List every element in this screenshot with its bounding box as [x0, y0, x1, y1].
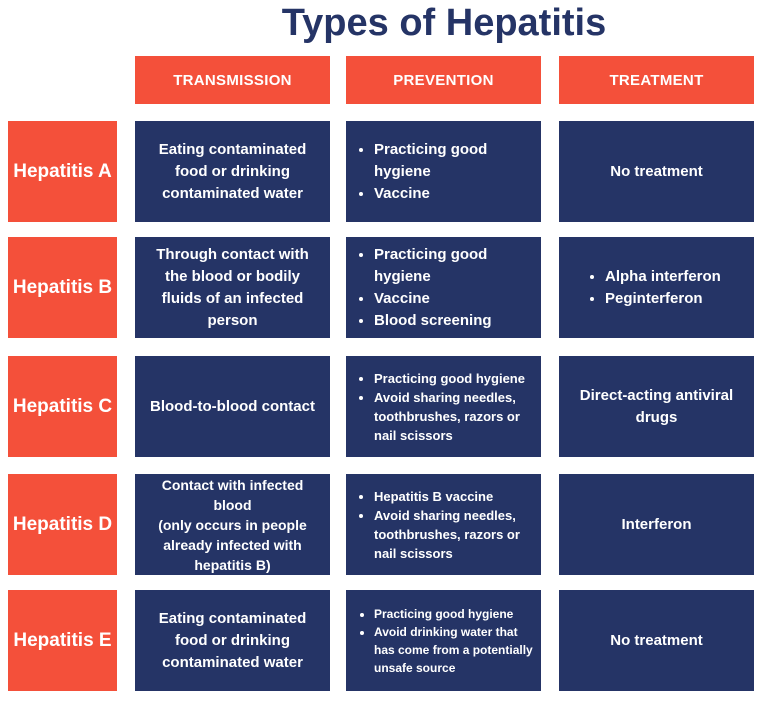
row-label-hepatitis-d: Hepatitis D: [8, 474, 117, 575]
prevention-cell-a: [346, 121, 541, 222]
list-item: • Blood screening: [374, 310, 533, 332]
transmission-text-d-note: (only occurs in people already infected with hepatitis B): [158, 516, 307, 573]
treatment-list-b: [567, 266, 746, 310]
transmission-cell-a: Eating contaminated food or drinking contaminated water: [135, 121, 330, 222]
list-item: • Practicing good hygiene: [374, 139, 533, 183]
prevention-list-a: [354, 139, 533, 205]
prevention-cell-c: [346, 356, 541, 457]
prevention-list-b: [354, 244, 533, 332]
list-item: • Vaccine: [374, 183, 533, 205]
list-item: • Avoid sharing needles, toothbrushes, razors or nail scissors: [374, 388, 533, 445]
row-label-hepatitis-e: Hepatitis E: [8, 590, 117, 691]
row-label-hepatitis-c: Hepatitis C: [8, 356, 117, 457]
treatment-cell-e: No treatment: [559, 590, 754, 691]
treatment-cell-d: Interferon: [559, 474, 754, 575]
treatment-cell-b: [559, 237, 754, 338]
row-label-hepatitis-b: Hepatitis B: [8, 237, 117, 338]
list-item: • Practicing good hygiene: [374, 244, 533, 288]
header-treatment: TREATMENT: [559, 56, 754, 104]
prevention-cell-b: [346, 237, 541, 338]
prevention-list-e: [354, 605, 533, 677]
row-label-hepatitis-a: Hepatitis A: [8, 121, 117, 222]
list-item: • Practicing good hygiene: [374, 605, 533, 623]
transmission-cell-e: Eating contaminated food or drinking contaminated water: [135, 590, 330, 691]
prevention-list-d: [354, 487, 533, 563]
prevention-cell-d: [346, 474, 541, 575]
transmission-cell-c: Blood-to-blood contact: [135, 356, 330, 457]
transmission-cell-b: Through contact with the blood or bodily fluids of an infected person: [135, 237, 330, 338]
list-item: • Practicing good hygiene: [374, 369, 533, 388]
prevention-cell-e: [346, 590, 541, 691]
transmission-cell-d: [135, 474, 330, 575]
header-transmission: TRANSMISSION: [135, 56, 330, 104]
list-item: • Alpha interferon: [605, 266, 746, 288]
list-item: • Hepatitis B vaccine: [374, 487, 533, 506]
treatment-cell-a: No treatment: [559, 121, 754, 222]
header-prevention: PREVENTION: [346, 56, 541, 104]
list-item: • Avoid drinking water that has come from a potentially unsafe source: [374, 623, 533, 677]
list-item: • Vaccine: [374, 288, 533, 310]
treatment-cell-c: Direct-acting antiviral drugs: [559, 356, 754, 457]
list-item: • Peginterferon: [605, 288, 746, 310]
prevention-list-c: [354, 369, 533, 445]
list-item: • Avoid sharing needles, toothbrushes, razors or nail scissors: [374, 506, 533, 563]
transmission-text-d-primary: Contact with infected blood: [161, 476, 304, 513]
page-title: Types of Hepatitis: [281, 2, 607, 44]
